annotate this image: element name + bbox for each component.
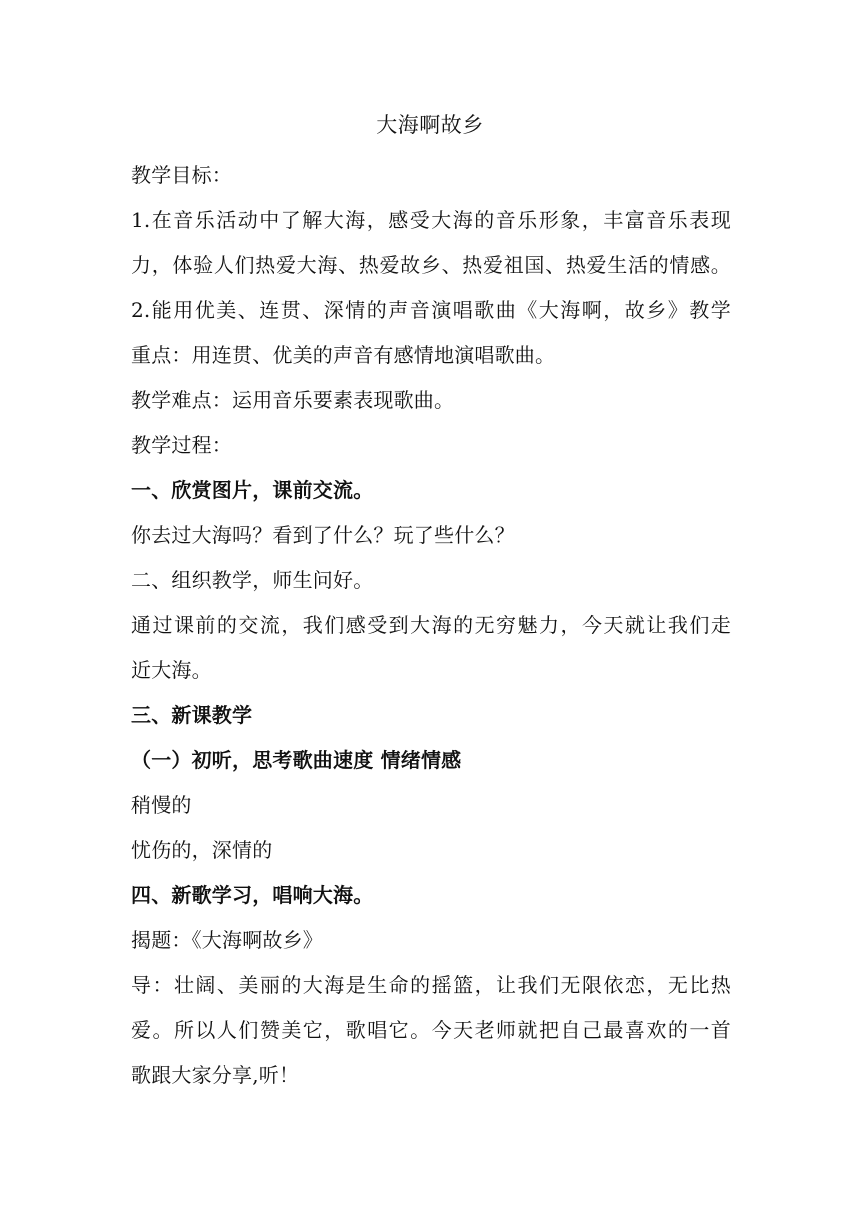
paragraph-line: 揭题：《大海啊故乡》 xyxy=(131,928,323,952)
section-heading: 四、新歌学习，唱响大海。 xyxy=(131,883,374,907)
paragraph-line: 近大海。 xyxy=(131,658,212,682)
section-heading: 一、欣赏图片，课前交流。 xyxy=(131,478,374,502)
document-body xyxy=(131,153,731,1098)
paragraph-line: 忧伤的，深情的 xyxy=(131,838,273,862)
paragraph-line: 1.在音乐活动中了解大海，感受大海的音乐形象，丰富音乐表现 xyxy=(131,208,731,232)
paragraph-line: 教学难点：运用音乐要素表现歌曲。 xyxy=(131,388,455,412)
paragraph-line: 2.能用优美、连贯、深情的声音演唱歌曲《大海啊，故乡》教学 xyxy=(131,298,731,322)
paragraph-line: 二、组织教学，师生问好。 xyxy=(131,568,374,592)
paragraph-line: 力，体验人们热爱大海、热爱故乡、热爱祖国、热爱生活的情感。 xyxy=(131,253,731,277)
paragraph-line: 歌跟大家分享,听！ xyxy=(131,1063,300,1087)
paragraph-line: 教学目标： xyxy=(131,163,232,187)
paragraph-line: 导：壮阔、美丽的大海是生命的摇篮，让我们无限依恋，无比热 xyxy=(131,973,731,997)
paragraph-line: 通过课前的交流，我们感受到大海的无穷魅力，今天就让我们走 xyxy=(131,613,731,637)
paragraph-line: 重点：用连贯、优美的声音有感情地演唱歌曲。 xyxy=(131,343,556,367)
document-title: 大海啊故乡 xyxy=(376,113,484,137)
section-heading: （一）初听，思考歌曲速度 情绪情感 xyxy=(131,748,462,772)
paragraph-line: 你去过大海吗？看到了什么？玩了些什么？ xyxy=(131,523,515,547)
paragraph-line: 爱。所以人们赞美它，歌唱它。今天老师就把自己最喜欢的一首 xyxy=(131,1018,731,1042)
paragraph-line: 稍慢的 xyxy=(131,793,192,817)
paragraph-line: 教学过程： xyxy=(131,433,232,457)
section-heading: 三、新课教学 xyxy=(131,703,253,727)
